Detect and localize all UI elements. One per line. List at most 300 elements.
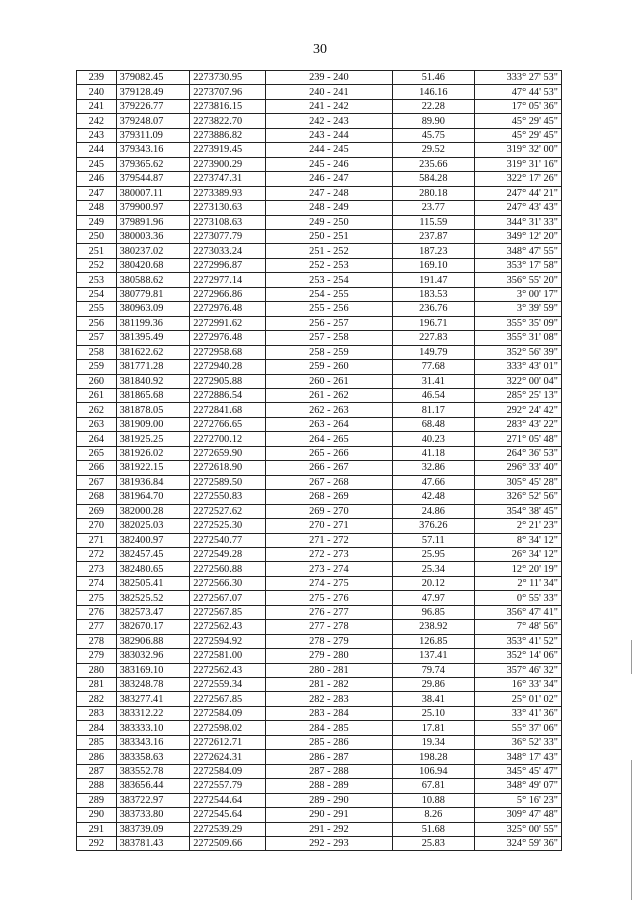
length-cell: 227.83 <box>392 331 474 345</box>
segment-cell: 270 - 271 <box>266 519 392 533</box>
bearing-cell: 296° 33' 40" <box>475 461 562 475</box>
bearing-cell: 352° 14' 06" <box>475 649 562 663</box>
x-coordinate-cell: 381964.70 <box>116 490 190 504</box>
x-coordinate-cell: 383552.78 <box>116 764 190 778</box>
segment-cell: 277 - 278 <box>266 620 392 634</box>
bearing-cell: 285° 25' 13" <box>475 388 562 402</box>
x-coordinate-cell: 381840.92 <box>116 374 190 388</box>
x-coordinate-cell: 381622.62 <box>116 345 190 359</box>
point-number-cell: 250 <box>77 229 117 243</box>
bearing-cell: 55° 37' 06" <box>475 721 562 735</box>
y-coordinate-cell: 2272550.83 <box>190 490 266 504</box>
x-coordinate-cell: 381878.05 <box>116 403 190 417</box>
segment-cell: 245 - 246 <box>266 157 392 171</box>
bearing-cell: 3° 39' 59" <box>475 302 562 316</box>
length-cell: 47.97 <box>392 591 474 605</box>
table-row <box>77 201 562 215</box>
x-coordinate-cell: 383343.16 <box>116 735 190 749</box>
bearing-cell: 345° 45' 47" <box>475 764 562 778</box>
point-number-cell: 263 <box>77 417 117 431</box>
point-number-cell: 270 <box>77 519 117 533</box>
table-row <box>77 85 562 99</box>
length-cell: 137.41 <box>392 649 474 663</box>
y-coordinate-cell: 2272589.50 <box>190 475 266 489</box>
length-cell: 51.46 <box>392 71 474 85</box>
y-coordinate-cell: 2272557.79 <box>190 779 266 793</box>
table-row <box>77 172 562 186</box>
table-row <box>77 128 562 142</box>
table-row <box>77 721 562 735</box>
bearing-cell: 333° 27' 53" <box>475 71 562 85</box>
length-cell: 38.41 <box>392 692 474 706</box>
table-row <box>77 591 562 605</box>
length-cell: 51.68 <box>392 822 474 836</box>
x-coordinate-cell: 380779.81 <box>116 287 190 301</box>
y-coordinate-cell: 2272976.48 <box>190 302 266 316</box>
scan-edge-mark <box>631 760 632 900</box>
table-row <box>77 388 562 402</box>
segment-cell: 260 - 261 <box>266 374 392 388</box>
point-number-cell: 277 <box>77 620 117 634</box>
bearing-cell: 348° 17' 43" <box>475 750 562 764</box>
point-number-cell: 241 <box>77 99 117 113</box>
table-row <box>77 808 562 822</box>
y-coordinate-cell: 2272566.30 <box>190 576 266 590</box>
y-coordinate-cell: 2272977.14 <box>190 273 266 287</box>
bearing-cell: 26° 34' 12" <box>475 547 562 561</box>
bearing-cell: 353° 41' 52" <box>475 634 562 648</box>
length-cell: 235.66 <box>392 157 474 171</box>
length-cell: 198.28 <box>392 750 474 764</box>
table-row <box>77 620 562 634</box>
length-cell: 29.52 <box>392 143 474 157</box>
segment-cell: 290 - 291 <box>266 808 392 822</box>
bearing-cell: 354° 38' 45" <box>475 504 562 518</box>
bearing-cell: 325° 00' 55" <box>475 822 562 836</box>
bearing-cell: 324° 59' 36" <box>475 837 562 851</box>
length-cell: 22.28 <box>392 99 474 113</box>
bearing-cell: 2° 11' 34" <box>475 576 562 590</box>
point-number-cell: 248 <box>77 201 117 215</box>
segment-cell: 252 - 253 <box>266 258 392 272</box>
length-cell: 31.41 <box>392 374 474 388</box>
y-coordinate-cell: 2272525.30 <box>190 519 266 533</box>
segment-cell: 256 - 257 <box>266 316 392 330</box>
bearing-cell: 3° 00' 17" <box>475 287 562 301</box>
point-number-cell: 284 <box>77 721 117 735</box>
table-row <box>77 403 562 417</box>
table-row <box>77 706 562 720</box>
y-coordinate-cell: 2272594.92 <box>190 634 266 648</box>
bearing-cell: 292° 24' 42" <box>475 403 562 417</box>
x-coordinate-cell: 382670.17 <box>116 620 190 634</box>
point-number-cell: 261 <box>77 388 117 402</box>
length-cell: 57.11 <box>392 533 474 547</box>
length-cell: 77.68 <box>392 360 474 374</box>
segment-cell: 264 - 265 <box>266 432 392 446</box>
length-cell: 238.92 <box>392 620 474 634</box>
page-number: 30 <box>313 42 327 57</box>
segment-cell: 286 - 287 <box>266 750 392 764</box>
point-number-cell: 259 <box>77 360 117 374</box>
point-number-cell: 253 <box>77 273 117 287</box>
y-coordinate-cell: 2272559.34 <box>190 678 266 692</box>
segment-cell: 262 - 263 <box>266 403 392 417</box>
segment-cell: 249 - 250 <box>266 215 392 229</box>
table-row <box>77 157 562 171</box>
x-coordinate-cell: 383722.97 <box>116 793 190 807</box>
bearing-cell: 47° 44' 53" <box>475 85 562 99</box>
y-coordinate-cell: 2272567.85 <box>190 605 266 619</box>
bearing-cell: 319° 31' 16" <box>475 157 562 171</box>
point-number-cell: 273 <box>77 562 117 576</box>
length-cell: 96.85 <box>392 605 474 619</box>
length-cell: 376.26 <box>392 519 474 533</box>
x-coordinate-cell: 382906.88 <box>116 634 190 648</box>
table-row <box>77 215 562 229</box>
table-row <box>77 663 562 677</box>
segment-cell: 244 - 245 <box>266 143 392 157</box>
length-cell: 280.18 <box>392 186 474 200</box>
length-cell: 29.86 <box>392 678 474 692</box>
point-number-cell: 257 <box>77 331 117 345</box>
point-number-cell: 260 <box>77 374 117 388</box>
y-coordinate-cell: 2272539.29 <box>190 822 266 836</box>
y-coordinate-cell: 2272598.02 <box>190 721 266 735</box>
length-cell: 45.75 <box>392 128 474 142</box>
y-coordinate-cell: 2273130.63 <box>190 201 266 215</box>
point-number-cell: 265 <box>77 446 117 460</box>
bearing-cell: 12° 20' 19" <box>475 562 562 576</box>
y-coordinate-cell: 2272991.62 <box>190 316 266 330</box>
y-coordinate-cell: 2272584.09 <box>190 706 266 720</box>
bearing-cell: 33° 41' 36" <box>475 706 562 720</box>
segment-cell: 267 - 268 <box>266 475 392 489</box>
point-number-cell: 264 <box>77 432 117 446</box>
table-row <box>77 316 562 330</box>
bearing-cell: 355° 35' 09" <box>475 316 562 330</box>
point-number-cell: 283 <box>77 706 117 720</box>
length-cell: 19.34 <box>392 735 474 749</box>
bearing-cell: 344° 31' 33" <box>475 215 562 229</box>
length-cell: 25.95 <box>392 547 474 561</box>
x-coordinate-cell: 379248.07 <box>116 114 190 128</box>
table-row <box>77 71 562 85</box>
segment-cell: 273 - 274 <box>266 562 392 576</box>
length-cell: 81.17 <box>392 403 474 417</box>
bearing-cell: 45° 29' 45" <box>475 128 562 142</box>
length-cell: 46.54 <box>392 388 474 402</box>
y-coordinate-cell: 2273707.96 <box>190 85 266 99</box>
segment-cell: 272 - 273 <box>266 547 392 561</box>
point-number-cell: 240 <box>77 85 117 99</box>
table-row <box>77 649 562 663</box>
table-row <box>77 244 562 258</box>
length-cell: 236.76 <box>392 302 474 316</box>
point-number-cell: 272 <box>77 547 117 561</box>
segment-cell: 281 - 282 <box>266 678 392 692</box>
bearing-cell: 355° 31' 08" <box>475 331 562 345</box>
length-cell: 47.66 <box>392 475 474 489</box>
y-coordinate-cell: 2272562.43 <box>190 620 266 634</box>
length-cell: 20.12 <box>392 576 474 590</box>
table-row <box>77 186 562 200</box>
point-number-cell: 249 <box>77 215 117 229</box>
table-row <box>77 114 562 128</box>
point-number-cell: 269 <box>77 504 117 518</box>
bearing-cell: 264° 36' 53" <box>475 446 562 460</box>
x-coordinate-cell: 381922.15 <box>116 461 190 475</box>
length-cell: 126.85 <box>392 634 474 648</box>
x-coordinate-cell: 383656.44 <box>116 779 190 793</box>
x-coordinate-cell: 382457.45 <box>116 547 190 561</box>
bearing-cell: 5° 16' 23" <box>475 793 562 807</box>
y-coordinate-cell: 2273077.79 <box>190 229 266 243</box>
length-cell: 79.74 <box>392 663 474 677</box>
bearing-cell: 45° 29' 45" <box>475 114 562 128</box>
point-number-cell: 242 <box>77 114 117 128</box>
bearing-cell: 353° 17' 58" <box>475 258 562 272</box>
table-row <box>77 360 562 374</box>
bearing-cell: 16° 33' 34" <box>475 678 562 692</box>
bearing-cell: 322° 17' 26" <box>475 172 562 186</box>
coordinates-table <box>76 70 562 851</box>
y-coordinate-cell: 2272841.68 <box>190 403 266 417</box>
length-cell: 149.79 <box>392 345 474 359</box>
segment-cell: 279 - 280 <box>266 649 392 663</box>
x-coordinate-cell: 379544.87 <box>116 172 190 186</box>
y-coordinate-cell: 2273886.82 <box>190 128 266 142</box>
x-coordinate-cell: 383358.63 <box>116 750 190 764</box>
bearing-cell: 36° 52' 33" <box>475 735 562 749</box>
coordinates-table-body <box>77 71 562 851</box>
length-cell: 17.81 <box>392 721 474 735</box>
point-number-cell: 267 <box>77 475 117 489</box>
length-cell: 42.48 <box>392 490 474 504</box>
table-row <box>77 446 562 460</box>
x-coordinate-cell: 383032.96 <box>116 649 190 663</box>
y-coordinate-cell: 2272700.12 <box>190 432 266 446</box>
y-coordinate-cell: 2272544.64 <box>190 793 266 807</box>
point-number-cell: 268 <box>77 490 117 504</box>
table-row <box>77 692 562 706</box>
table-row <box>77 258 562 272</box>
table-row <box>77 764 562 778</box>
table-row <box>77 678 562 692</box>
x-coordinate-cell: 380420.68 <box>116 258 190 272</box>
x-coordinate-cell: 381926.02 <box>116 446 190 460</box>
segment-cell: 269 - 270 <box>266 504 392 518</box>
point-number-cell: 286 <box>77 750 117 764</box>
x-coordinate-cell: 383169.10 <box>116 663 190 677</box>
length-cell: 584.28 <box>392 172 474 186</box>
x-coordinate-cell: 381865.68 <box>116 388 190 402</box>
y-coordinate-cell: 2272966.86 <box>190 287 266 301</box>
point-number-cell: 279 <box>77 649 117 663</box>
length-cell: 237.87 <box>392 229 474 243</box>
bearing-cell: 348° 49' 07" <box>475 779 562 793</box>
segment-cell: 240 - 241 <box>266 85 392 99</box>
length-cell: 10.88 <box>392 793 474 807</box>
x-coordinate-cell: 381925.25 <box>116 432 190 446</box>
x-coordinate-cell: 383277.41 <box>116 692 190 706</box>
y-coordinate-cell: 2273822.70 <box>190 114 266 128</box>
table-row <box>77 837 562 851</box>
point-number-cell: 276 <box>77 605 117 619</box>
table-row <box>77 750 562 764</box>
y-coordinate-cell: 2272618.90 <box>190 461 266 475</box>
point-number-cell: 280 <box>77 663 117 677</box>
table-row <box>77 143 562 157</box>
segment-cell: 292 - 293 <box>266 837 392 851</box>
segment-cell: 291 - 292 <box>266 822 392 836</box>
length-cell: 40.23 <box>392 432 474 446</box>
length-cell: 106.94 <box>392 764 474 778</box>
table-row <box>77 735 562 749</box>
y-coordinate-cell: 2273730.95 <box>190 71 266 85</box>
segment-cell: 284 - 285 <box>266 721 392 735</box>
y-coordinate-cell: 2273816.15 <box>190 99 266 113</box>
segment-cell: 265 - 266 <box>266 446 392 460</box>
segment-cell: 259 - 260 <box>266 360 392 374</box>
segment-cell: 247 - 248 <box>266 186 392 200</box>
point-number-cell: 252 <box>77 258 117 272</box>
point-number-cell: 256 <box>77 316 117 330</box>
table-row <box>77 417 562 431</box>
segment-cell: 248 - 249 <box>266 201 392 215</box>
x-coordinate-cell: 383739.09 <box>116 822 190 836</box>
segment-cell: 266 - 267 <box>266 461 392 475</box>
bearing-cell: 305° 45' 28" <box>475 475 562 489</box>
y-coordinate-cell: 2273108.63 <box>190 215 266 229</box>
length-cell: 187.23 <box>392 244 474 258</box>
length-cell: 183.53 <box>392 287 474 301</box>
y-coordinate-cell: 2272527.62 <box>190 504 266 518</box>
x-coordinate-cell: 382025.03 <box>116 519 190 533</box>
table-row <box>77 576 562 590</box>
x-coordinate-cell: 382505.41 <box>116 576 190 590</box>
y-coordinate-cell: 2272766.65 <box>190 417 266 431</box>
segment-cell: 287 - 288 <box>266 764 392 778</box>
bearing-cell: 319° 32' 00" <box>475 143 562 157</box>
segment-cell: 258 - 259 <box>266 345 392 359</box>
segment-cell: 271 - 272 <box>266 533 392 547</box>
y-coordinate-cell: 2272659.90 <box>190 446 266 460</box>
bearing-cell: 352° 56' 39" <box>475 345 562 359</box>
bearing-cell: 247° 43' 43" <box>475 201 562 215</box>
x-coordinate-cell: 381771.28 <box>116 360 190 374</box>
y-coordinate-cell: 2272549.28 <box>190 547 266 561</box>
length-cell: 32.86 <box>392 461 474 475</box>
table-row <box>77 273 562 287</box>
bearing-cell: 356° 55' 20" <box>475 273 562 287</box>
segment-cell: 254 - 255 <box>266 287 392 301</box>
length-cell: 23.77 <box>392 201 474 215</box>
bearing-cell: 356° 47' 41" <box>475 605 562 619</box>
y-coordinate-cell: 2272567.85 <box>190 692 266 706</box>
table-row <box>77 822 562 836</box>
point-number-cell: 278 <box>77 634 117 648</box>
x-coordinate-cell: 380003.36 <box>116 229 190 243</box>
y-coordinate-cell: 2272540.77 <box>190 533 266 547</box>
bearing-cell: 25° 01' 02" <box>475 692 562 706</box>
point-number-cell: 291 <box>77 822 117 836</box>
y-coordinate-cell: 2272509.66 <box>190 837 266 851</box>
x-coordinate-cell: 382573.47 <box>116 605 190 619</box>
point-number-cell: 254 <box>77 287 117 301</box>
segment-cell: 250 - 251 <box>266 229 392 243</box>
bearing-cell: 247° 44' 21" <box>475 186 562 200</box>
point-number-cell: 275 <box>77 591 117 605</box>
point-number-cell: 255 <box>77 302 117 316</box>
bearing-cell: 0° 55' 33" <box>475 591 562 605</box>
bearing-cell: 17° 05' 36" <box>475 99 562 113</box>
y-coordinate-cell: 2273919.45 <box>190 143 266 157</box>
segment-cell: 253 - 254 <box>266 273 392 287</box>
length-cell: 25.10 <box>392 706 474 720</box>
table-row <box>77 634 562 648</box>
point-number-cell: 289 <box>77 793 117 807</box>
table-row <box>77 331 562 345</box>
segment-cell: 257 - 258 <box>266 331 392 345</box>
x-coordinate-cell: 379343.16 <box>116 143 190 157</box>
segment-cell: 263 - 264 <box>266 417 392 431</box>
x-coordinate-cell: 381395.49 <box>116 331 190 345</box>
length-cell: 68.48 <box>392 417 474 431</box>
bearing-cell: 309° 47' 48" <box>475 808 562 822</box>
segment-cell: 282 - 283 <box>266 692 392 706</box>
y-coordinate-cell: 2272581.00 <box>190 649 266 663</box>
x-coordinate-cell: 382000.28 <box>116 504 190 518</box>
point-number-cell: 285 <box>77 735 117 749</box>
segment-cell: 274 - 275 <box>266 576 392 590</box>
segment-cell: 283 - 284 <box>266 706 392 720</box>
y-coordinate-cell: 2272562.43 <box>190 663 266 677</box>
segment-cell: 243 - 244 <box>266 128 392 142</box>
segment-cell: 276 - 277 <box>266 605 392 619</box>
table-row <box>77 490 562 504</box>
segment-cell: 261 - 262 <box>266 388 392 402</box>
x-coordinate-cell: 383248.78 <box>116 678 190 692</box>
point-number-cell: 243 <box>77 128 117 142</box>
x-coordinate-cell: 383733.80 <box>116 808 190 822</box>
table-row <box>77 461 562 475</box>
segment-cell: 289 - 290 <box>266 793 392 807</box>
length-cell: 67.81 <box>392 779 474 793</box>
length-cell: 24.86 <box>392 504 474 518</box>
point-number-cell: 247 <box>77 186 117 200</box>
length-cell: 41.18 <box>392 446 474 460</box>
point-number-cell: 288 <box>77 779 117 793</box>
segment-cell: 268 - 269 <box>266 490 392 504</box>
point-number-cell: 282 <box>77 692 117 706</box>
x-coordinate-cell: 380588.62 <box>116 273 190 287</box>
scan-edge-mark <box>631 640 632 674</box>
table-row <box>77 99 562 113</box>
x-coordinate-cell: 380007.11 <box>116 186 190 200</box>
table-row <box>77 345 562 359</box>
table-row <box>77 504 562 518</box>
point-number-cell: 274 <box>77 576 117 590</box>
x-coordinate-cell: 379226.77 <box>116 99 190 113</box>
point-number-cell: 245 <box>77 157 117 171</box>
table-row <box>77 374 562 388</box>
x-coordinate-cell: 379891.96 <box>116 215 190 229</box>
point-number-cell: 246 <box>77 172 117 186</box>
point-number-cell: 239 <box>77 71 117 85</box>
bearing-cell: 348° 47' 55" <box>475 244 562 258</box>
y-coordinate-cell: 2272560.88 <box>190 562 266 576</box>
